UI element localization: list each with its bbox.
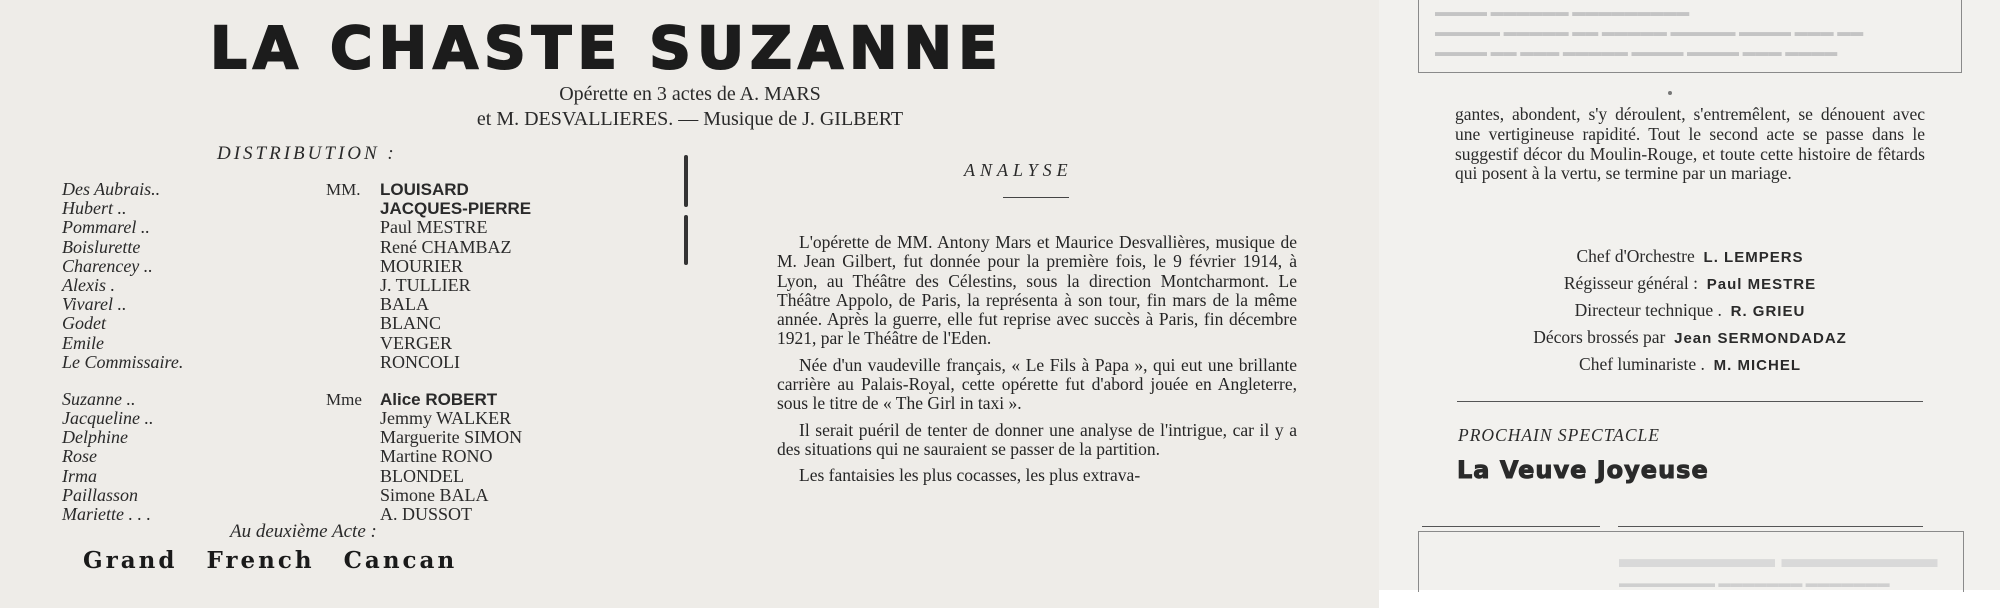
role-name: Alexis .: [62, 274, 115, 295]
act-feature: Grand French Cancan: [83, 547, 458, 574]
role-name: Paillasson: [62, 484, 139, 505]
title-prefix: Mme: [326, 389, 362, 409]
analyse-paragraph: Il serait puéril de tenter de donner une analyse de l'intrigue, car il y a des situations qui ne sauraient se passer de la partition.: [777, 419, 1297, 459]
analyse-heading: ANALYSE: [964, 160, 1073, 180]
role-name: Mariette . . .: [62, 504, 151, 524]
role-name: Des Aubrais..: [62, 179, 161, 199]
role-name: Boislurette: [62, 236, 141, 257]
faded-advertisement-bottom: ▬▬▬▬▬▬ ▬▬▬▬▬▬ ▬▬▬▬▬▬▬▬ ▬▬▬▬▬▬▬ ▬▬▬▬▬▬▬: [1418, 531, 1964, 592]
actor-name: Alice ROBERT: [380, 389, 498, 409]
print-dot: [1668, 91, 1672, 95]
actor-name: Paul MESTRE: [380, 217, 488, 238]
cast-row: [62, 238, 622, 257]
cast-row: [62, 447, 622, 466]
role-name: Emile: [62, 332, 104, 353]
role-name: Hubert ..: [62, 198, 127, 219]
credit-name: M. MICHEL: [1713, 357, 1801, 374]
analyse-paragraph: Les fantaisies les plus cocasses, les plus extrava-: [799, 465, 1141, 486]
actor-name: Simone BALA: [380, 484, 489, 505]
role-name: Rose: [62, 446, 97, 467]
act-note: Au deuxième Acte :: [230, 521, 377, 542]
role-name: Godet: [62, 313, 106, 334]
distribution-heading: DISTRIBUTION :: [217, 143, 397, 164]
actor-name: Jemmy WALKER: [380, 408, 512, 429]
cast-row: [62, 257, 622, 276]
scan-margin: [1379, 590, 2000, 608]
cast-row: [62, 276, 622, 295]
credit-name: R. GRIEU: [1730, 303, 1806, 320]
cast-men: [62, 180, 622, 372]
cast-row: [62, 199, 622, 218]
actor-name: VERGER: [380, 332, 452, 353]
synopsis-continued: gantes, abondent, s'y déroulent, s'entremêlent, se dénouent avec une vertigineuse rapidité. Tout le second acte se passe dans le suggestif décor du Moulin-Rouge, et toute cette histoire de fêtards qui posent à la vertu, se termine par un mariage.: [1455, 104, 1925, 184]
divider: [1618, 526, 1923, 527]
actor-name: A. DUSSOT: [380, 504, 473, 524]
actor-name: JACQUES-PIERRE: [380, 199, 532, 219]
credit-name: Paul MESTRE: [1706, 276, 1817, 293]
actor-name: Martine RONO: [380, 446, 493, 467]
actor-name: MOURIER: [380, 255, 464, 276]
cast-row: [62, 390, 622, 409]
cast-row: [62, 334, 622, 353]
cast-row: [62, 295, 622, 314]
divider: [1457, 401, 1923, 402]
cast-list: [62, 180, 622, 524]
cast-row: [62, 180, 622, 199]
actor-name: BLANC: [380, 313, 442, 334]
subtitle: [360, 82, 1020, 132]
actor-name: Marguerite SIMON: [380, 427, 523, 448]
credit-name: L. LEMPERS: [1703, 249, 1804, 266]
cast-row: [62, 353, 622, 372]
next-show-title: La Veuve Joyeuse: [1457, 456, 1709, 484]
role-name: Pommarel ..: [62, 217, 150, 238]
credit-name: Jean SERMONDADAZ: [1674, 330, 1847, 347]
credit-row: Décors brossés par Jean SERMONDADAZ: [1533, 327, 1847, 347]
analyse-paragraph: Née d'un vaudeville français, « Le Fils à Papa », qui eut une brillante carrière au Palais-Royal, cette opérette fut d'abord jouée en Angleterre, sous le titre de « The Girl in taxi ».: [777, 354, 1297, 414]
title-prefix: MM.: [326, 180, 361, 199]
credit-row: Régisseur général : Paul MESTRE: [1563, 273, 1817, 293]
role-name: Charencey ..: [62, 255, 153, 276]
credit-row: Chef luminariste . M. MICHEL: [1579, 354, 1801, 374]
heading-rule: [1003, 197, 1069, 198]
credit-row: Directeur technique . R. GRIEU: [1574, 300, 1806, 320]
cast-row: [62, 314, 622, 333]
role-name: Le Commissaire.: [62, 351, 184, 372]
subtitle-line-2: et M. DESVALLIERES. — Musique de J. GILBERT: [476, 108, 904, 130]
actor-name: RONCOLI: [380, 351, 460, 372]
actor-name: BLONDEL: [380, 465, 464, 486]
actor-name: René CHAMBAZ: [380, 236, 512, 257]
role-name: Delphine: [62, 427, 128, 448]
analyse-text: [777, 233, 1297, 493]
cast-row: [62, 218, 622, 237]
role-name: Suzanne ..: [62, 388, 136, 409]
divider: [1422, 526, 1600, 527]
next-show-heading: PROCHAIN SPECTACLE: [1458, 425, 1660, 445]
staple-mark: [684, 155, 688, 265]
subtitle-line-1: Opérette en 3 actes de A. MARS: [559, 83, 821, 105]
cast-women: [62, 390, 622, 524]
page-title: LA CHASTE SUZANNE: [210, 14, 1004, 82]
actor-name: BALA: [380, 294, 429, 315]
actor-name: LOUISARD: [380, 180, 469, 199]
credit-row: Chef d'Orchestre L. LEMPERS: [1576, 246, 1804, 266]
role-name: Vivarel ..: [62, 294, 127, 315]
role-name: Jacqueline ..: [62, 408, 154, 429]
faded-advertisement-top: ▬▬▬▬ ▬▬▬▬▬▬ ▬▬▬▬▬▬▬▬▬ ▬▬▬▬▬ ▬▬▬▬▬ ▬▬ ▬▬▬▬▬ ▬▬▬▬▬ ▬▬▬▬ ▬▬▬ ▬▬ ▬▬▬▬ ▬▬ ▬▬▬ ▬▬▬▬▬ ▬▬▬▬ ▬▬▬▬ ▬▬▬ ▬▬▬▬: [1418, 0, 1962, 73]
actor-name: J. TULLIER: [380, 274, 471, 295]
credits-list: [1390, 243, 1990, 378]
cast-row: [62, 486, 622, 505]
role-name: Irma: [62, 465, 97, 486]
cast-row: [62, 467, 622, 486]
cast-row: [62, 428, 622, 447]
cast-row: [62, 409, 622, 428]
analyse-paragraph: L'opérette de MM. Antony Mars et Maurice Desvallières, musique de M. Jean Gilbert, fut donnée pour la première fois, le 9 février 1914, à Lyon, au Théâtre des Célestins, sous la direction Montcharmont. Le Théâtre Appolo, de Paris, la représenta à son tour, fin mars de la même année. Après la guerre, elle fut reprise avec succès à Paris, fin décembre 1921, par le Théâtre de l'Eden.: [777, 232, 1297, 349]
